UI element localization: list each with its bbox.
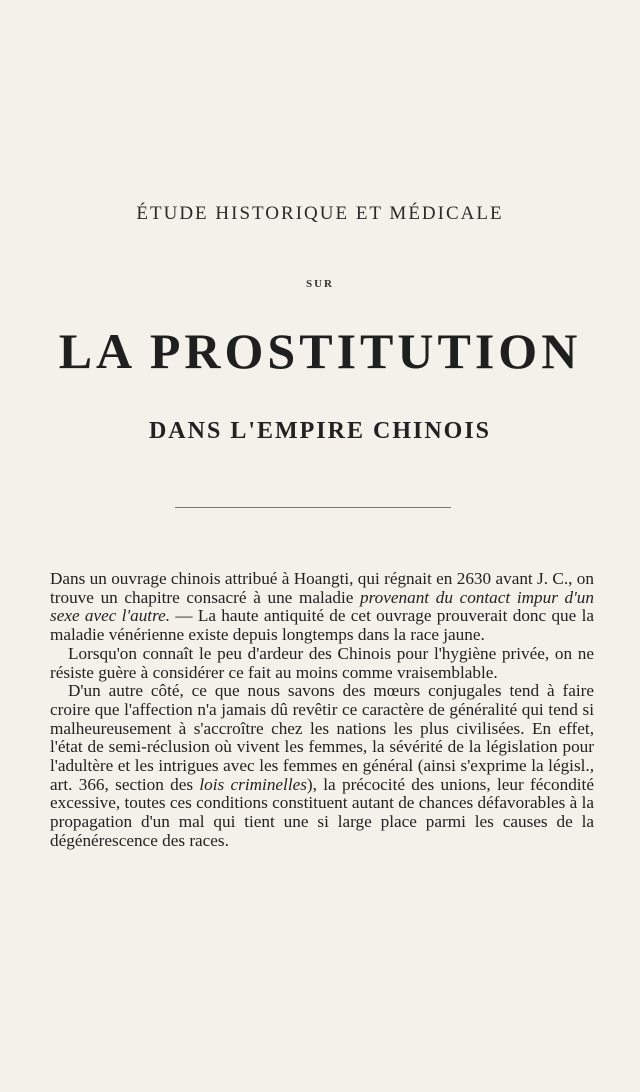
paragraph-1: [50, 570, 594, 645]
subtitle: DANS L'EMPIRE CHINOIS: [148, 418, 492, 444]
paragraph-3-part-a: D'un autre côté, ce que nous savons des mœurs conjugales tend à faire croire que l'affection n'a jamais dû revêtir ce caractère de généralité qui tend si malheureusement à s'accroître chez les nations les plus civilisées. En effet, l'état de semi-réclusion où vivent les femmes, la sévérité de la législation pour l'adultère et les intrigues avec les femmes en général (ainsi s'exprime la législ., art. 366, section des: [50, 681, 594, 794]
paragraph-1-italic: provenant du contact impur d'un sexe avec l'autre.: [50, 587, 594, 626]
paragraph-2: Lorsqu'on connaît le peu d'ardeur des Chinois pour l'hygiène privée, on ne résiste guère à considérer ce fait au moins comme vraisemblable.: [50, 643, 594, 682]
title-line-2: SUR: [305, 278, 334, 290]
paragraph-3-part-b: ), la précocité des unions, leur fécondité excessive, toutes ces conditions constituent autant de chances défavorables à la propagation d'un mal qui tient une si large place parmi les causes de la dégénérescence des races.: [50, 774, 594, 850]
paragraph-1-part-b: — La haute antiquité de cet ouvrage prouverait donc que la maladie vénérienne existe depuis longtemps dans la race jaune.: [50, 606, 594, 645]
paragraph-1-part-a: Dans un ouvrage chinois attribué à Hoangti, qui régnait en 2630 avant J. C., on trouve un chapitre consacré à une maladie: [50, 569, 594, 607]
divider-rule: [175, 507, 451, 508]
paragraph-3-italic: lois criminelles: [199, 774, 307, 794]
main-title: LA PROSTITUTION: [58, 323, 582, 379]
body-text: [50, 570, 594, 851]
paragraph-3: [50, 682, 594, 850]
title-line-1: ÉTUDE HISTORIQUE ET MÉDICALE: [136, 203, 504, 224]
